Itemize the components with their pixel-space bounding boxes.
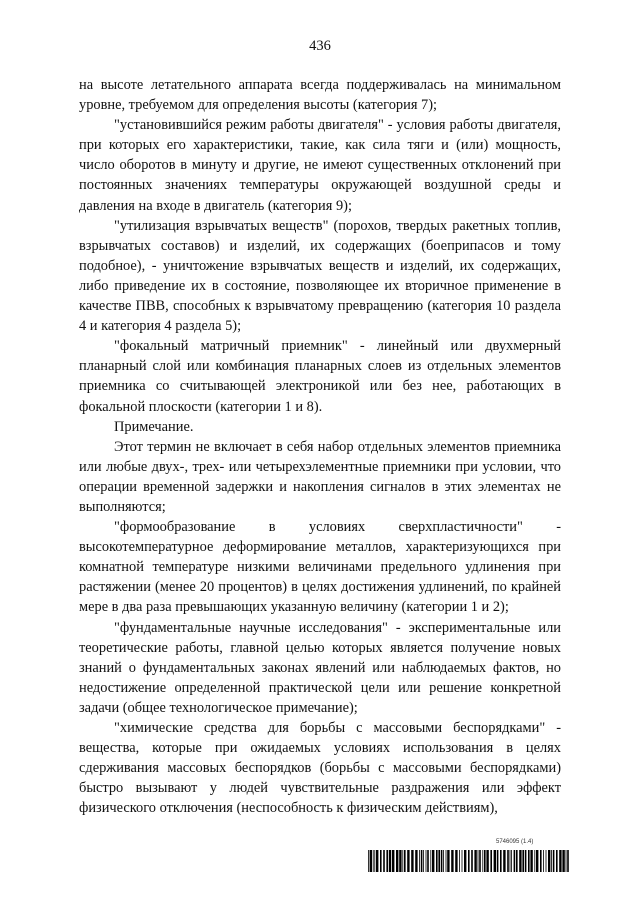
barcode-bar <box>474 850 476 872</box>
barcode-bar <box>370 850 372 872</box>
barcode-bar <box>419 850 420 872</box>
barcode-bar <box>536 850 538 872</box>
barcode-bar <box>516 850 518 872</box>
barcode-bar <box>386 850 388 872</box>
barcode-bar <box>430 850 431 872</box>
paragraph-5: Этот термин не включает в себя набор отдельных элементов приемника или любые двух-, трех- или четырехэлементные приемники при условии, что операции временной задержки и накопления сигналов в этих элементах не выполняются; <box>79 438 561 515</box>
barcode-bar <box>562 850 564 872</box>
barcode-bar <box>510 850 511 872</box>
barcode-bar <box>464 850 466 872</box>
barcode-bar <box>423 850 424 872</box>
barcode-bar <box>374 850 375 872</box>
barcode-bar <box>459 850 460 872</box>
barcode-bar <box>427 850 429 872</box>
barcode-bar <box>389 850 391 872</box>
barcode-bar <box>432 850 434 872</box>
barcode-bar <box>438 850 440 872</box>
barcode-bar <box>500 850 502 872</box>
barcode-bar <box>534 850 535 872</box>
paragraph-2: "утилизация взрывчатых веществ" (порохов, твердых ракетных топлив, взрывчатых составов) и изделий, их содержащих (боеприпасов и тому подобное), - уничтожение взрывчатых веществ и изделий, их содержащих, либо приведение их в состояние, позволяющее их вторичное применение в качестве ПВВ, способных к взрывчатому превращению (категория 10 раздела 4 и категория 4 раздела 5); <box>79 217 561 335</box>
barcode-bar <box>497 850 499 872</box>
barcode-bar <box>468 850 470 872</box>
barcode-bar <box>399 850 401 872</box>
barcode-bar <box>373 850 374 872</box>
barcode-bar <box>522 850 524 872</box>
barcode-bar <box>455 850 457 872</box>
barcode-bar <box>380 850 382 872</box>
barcode-bar <box>559 850 561 872</box>
barcode-bar <box>514 850 516 872</box>
barcode-bar <box>462 850 463 872</box>
barcode-bar <box>519 850 521 872</box>
paragraph-6: "формообразование в условиях сверхпластичности" - высокотемпературное деформирование металлов, характеризующихся при комнатной температуре низкими величинами предельного удлинения при растяжении (менее 20 процентов) в целях достижения удлинений, по крайней мере в два раза превышающих указанную величину (категории 1 и 2); <box>79 519 561 616</box>
barcode-bar <box>376 850 378 872</box>
barcode-bar <box>507 850 509 872</box>
barcode-bar <box>426 850 427 872</box>
barcode-bar <box>383 850 385 872</box>
paragraph-0: на высоте летательного аппарата всегда поддерживалась на минимальном уровне, требуемом для определения высоты (категория 7); <box>79 77 561 114</box>
barcode-bar <box>402 850 403 872</box>
barcode-bar <box>548 850 550 872</box>
barcode-bar <box>484 850 486 872</box>
barcode-bar <box>567 850 569 872</box>
barcode-bar <box>446 850 447 872</box>
document-body <box>79 75 561 818</box>
barcode-bar <box>396 850 398 872</box>
barcode-bar <box>451 850 453 872</box>
barcode-bar <box>479 850 481 872</box>
barcode-bar <box>566 850 567 872</box>
paragraph-8: "химические средства для борьбы с массовыми беспорядками" - вещества, которые при ожидаемых условиях использования в целях сдерживания массовых беспорядков (борьбы с массовыми беспорядками) быстро вызывают у людей чувствительные раздражения или эффект физического отключения (неспособность к физическим действиям), <box>79 720 561 817</box>
barcode-bar <box>486 850 488 872</box>
barcode-graphic <box>368 850 570 872</box>
barcode <box>368 850 570 872</box>
barcode-bar <box>392 850 394 872</box>
barcode-bar <box>415 850 417 872</box>
barcode-bar <box>490 850 492 872</box>
paragraph-7: "фундаментальные научные исследования" - экспериментальные или теоретические работы, главной целью которых является получение новых знаний о фундаментальных законах явлений или наблюдаемых фактов, но недостижение определенной практической цели или решение конкретной задачи (общее технологическое примечание); <box>79 619 561 716</box>
barcode-bar <box>447 850 449 872</box>
barcode-bar <box>511 850 512 872</box>
barcode-bar <box>528 850 530 872</box>
barcode-bar <box>494 850 496 872</box>
barcode-bar <box>525 850 527 872</box>
barcode-bar <box>503 850 505 872</box>
paragraph-3: "фокальный матричный приемник" - линейный или двухмерный планарный слой или комбинация планарных слоев из отдельных элементов приемника со считывающей электроникой или без нее, работающих в фокальной плоскости (категории 1 и 8). <box>79 338 561 415</box>
barcode-bar <box>421 850 423 872</box>
barcode-bar <box>441 850 443 872</box>
paragraph-4: Примечание. <box>114 418 194 435</box>
barcode-bar <box>546 850 547 872</box>
barcode-bar <box>471 850 473 872</box>
barcode-bar <box>478 850 479 872</box>
paragraph-1: "установившийся режим работы двигателя" - условия работы двигателя, при которых его характеристики, такие, как сила тяги и (или) мощность, число оборотов в минуту и другие, не имеют существенных отклонений при постоянных значениях температуры окружающей воздушной среды и давления на входе в двигатель (категория 9); <box>79 117 561 214</box>
barcode-bar <box>411 850 413 872</box>
barcode-bar <box>368 850 369 872</box>
barcode-bar <box>443 850 444 872</box>
barcode-bar <box>482 850 483 872</box>
page-number: 436 <box>309 38 331 54</box>
document-id: 5746095 (1.4) <box>496 839 534 845</box>
barcode-bar <box>553 850 555 872</box>
barcode-bar <box>556 850 558 872</box>
barcode-bar <box>436 850 438 872</box>
barcode-bar <box>540 850 542 872</box>
barcode-bar <box>407 850 409 872</box>
barcode-bar <box>404 850 406 872</box>
barcode-bar <box>543 850 544 872</box>
barcode-bar <box>530 850 532 872</box>
barcode-bar <box>551 850 552 872</box>
